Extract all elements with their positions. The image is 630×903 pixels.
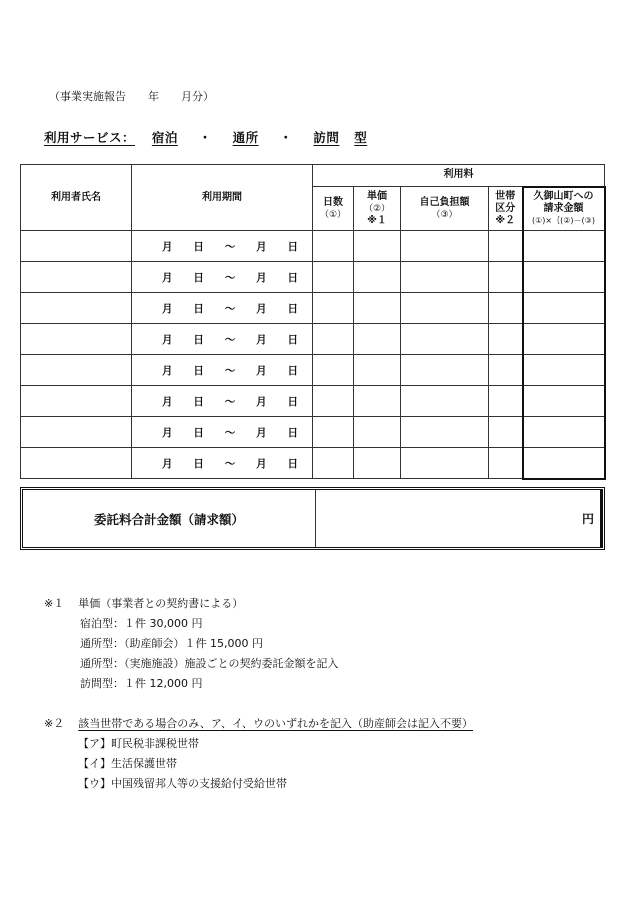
cell-days[interactable] xyxy=(313,324,354,355)
table-row xyxy=(21,417,605,448)
period-token: 月 xyxy=(256,302,267,315)
header-fee-group: 利用料 xyxy=(313,165,605,187)
period-token: 月 xyxy=(256,426,267,439)
cell-household[interactable] xyxy=(489,355,523,386)
note1-mark: ※１ xyxy=(44,597,65,610)
table-row xyxy=(21,324,605,355)
cell-user-name[interactable] xyxy=(21,293,132,324)
period-token: 日 xyxy=(287,302,298,315)
period-token: 月 xyxy=(162,364,173,377)
service-option-stay: 宿泊 xyxy=(151,130,178,145)
period-token: 日 xyxy=(287,457,298,470)
period-token: ～ xyxy=(224,395,236,408)
period-token: 日 xyxy=(193,271,204,284)
note2-line: 【イ】生活保護世帯 xyxy=(78,757,177,770)
table-row xyxy=(21,355,605,386)
cell-days[interactable] xyxy=(313,355,354,386)
cell-period[interactable] xyxy=(132,293,313,324)
cell-period[interactable] xyxy=(132,448,313,479)
cell-household[interactable] xyxy=(489,324,523,355)
cell-self-pay[interactable] xyxy=(401,324,489,355)
period-token: ～ xyxy=(224,426,236,439)
header-self-pay: 自己負担額 （③） xyxy=(401,187,489,231)
cell-claim-amount[interactable] xyxy=(523,448,605,479)
period-token: 月 xyxy=(162,302,173,315)
period-token: ～ xyxy=(224,271,236,284)
header-claim-amount: 久御山町への 請求金額 (①)×｛(②)－(③) xyxy=(523,187,605,231)
period-token: 月 xyxy=(256,395,267,408)
total-amount-field[interactable] xyxy=(316,490,602,547)
cell-days[interactable] xyxy=(313,417,354,448)
period-token: ～ xyxy=(224,302,236,315)
note2-line: 【ウ】中国残留邦人等の支援給付受給世帯 xyxy=(78,777,287,790)
period-token: 日 xyxy=(193,364,204,377)
period-token: 日 xyxy=(287,333,298,346)
cell-household[interactable] xyxy=(489,262,523,293)
cell-self-pay[interactable] xyxy=(401,293,489,324)
cell-user-name[interactable] xyxy=(21,262,132,293)
period-token: 日 xyxy=(193,426,204,439)
note2-block xyxy=(44,714,473,794)
period-token: ～ xyxy=(224,240,236,253)
cell-self-pay[interactable] xyxy=(401,231,489,262)
total-label: 委託料合計金額（請求額） xyxy=(23,490,316,547)
report-period-line: （事業実施報告 年 月分） xyxy=(49,90,214,103)
header-days: 日数 （①） xyxy=(313,187,354,231)
header-period: 利用期間 xyxy=(132,165,313,231)
service-type-line xyxy=(44,128,367,146)
period-token: 月 xyxy=(256,271,267,284)
cell-period[interactable] xyxy=(132,355,313,386)
cell-claim-amount[interactable] xyxy=(523,324,605,355)
period-token: 月 xyxy=(256,240,267,253)
period-token: 月 xyxy=(162,271,173,284)
period-token: 日 xyxy=(287,271,298,284)
service-option-visit: 訪問 xyxy=(313,130,340,145)
yen-unit: 円 xyxy=(581,512,594,526)
cell-days[interactable] xyxy=(313,231,354,262)
cell-unit-price[interactable] xyxy=(354,355,401,386)
period-token: 日 xyxy=(193,333,204,346)
header-user-name: 利用者氏名 xyxy=(21,165,132,231)
period-token: 日 xyxy=(193,302,204,315)
cell-claim-amount[interactable] xyxy=(523,262,605,293)
cell-unit-price[interactable] xyxy=(354,293,401,324)
note2-title: 該当世帯である場合のみ、ア、イ、ウのいずれかを記入（助産師会は記入不要） xyxy=(78,717,474,730)
period-token: 月 xyxy=(256,333,267,346)
note2-mark: ※２ xyxy=(44,717,65,730)
cell-days[interactable] xyxy=(313,386,354,417)
period-token: 月 xyxy=(162,426,173,439)
cell-self-pay[interactable] xyxy=(401,355,489,386)
period-token: ～ xyxy=(224,364,236,377)
cell-period[interactable] xyxy=(132,324,313,355)
period-token: 日 xyxy=(287,395,298,408)
cell-household[interactable] xyxy=(489,417,523,448)
cell-days[interactable] xyxy=(313,448,354,479)
cell-household[interactable] xyxy=(489,293,523,324)
period-token: 月 xyxy=(162,457,173,470)
cell-user-name[interactable] xyxy=(21,355,132,386)
cell-user-name[interactable] xyxy=(21,324,132,355)
usage-table xyxy=(20,164,606,480)
cell-user-name[interactable] xyxy=(21,417,132,448)
cell-user-name[interactable] xyxy=(21,386,132,417)
cell-household[interactable] xyxy=(489,386,523,417)
table-row xyxy=(21,448,605,479)
cell-unit-price[interactable] xyxy=(354,262,401,293)
table-row xyxy=(21,293,605,324)
cell-self-pay[interactable] xyxy=(401,448,489,479)
note1-line: 訪問型：１件 12,000 円 xyxy=(80,677,203,690)
service-label: 利用サービス： xyxy=(44,130,136,145)
period-token: 日 xyxy=(287,240,298,253)
note1-block xyxy=(44,594,339,694)
note1-line: 宿泊型：１件 30,000 円 xyxy=(80,617,203,630)
cell-self-pay[interactable] xyxy=(401,262,489,293)
cell-claim-amount[interactable] xyxy=(523,231,605,262)
cell-unit-price[interactable] xyxy=(354,417,401,448)
period-token: 月 xyxy=(162,395,173,408)
period-token: 日 xyxy=(193,395,204,408)
service-separator: ・ xyxy=(198,130,212,145)
cell-household[interactable] xyxy=(489,448,523,479)
cell-period[interactable] xyxy=(132,417,313,448)
cell-user-name[interactable] xyxy=(21,231,132,262)
cell-self-pay[interactable] xyxy=(401,417,489,448)
period-token: 月 xyxy=(256,364,267,377)
period-token: 日 xyxy=(193,457,204,470)
cell-unit-price[interactable] xyxy=(354,448,401,479)
cell-claim-amount[interactable] xyxy=(523,386,605,417)
table-row xyxy=(21,231,605,262)
note1-title: 単価（事業者との契約書による） xyxy=(78,597,244,610)
cell-period[interactable] xyxy=(132,231,313,262)
period-token: 月 xyxy=(256,457,267,470)
period-token: ～ xyxy=(224,333,236,346)
cell-claim-amount[interactable] xyxy=(523,417,605,448)
cell-claim-amount[interactable] xyxy=(523,293,605,324)
cell-self-pay[interactable] xyxy=(401,386,489,417)
period-token: 月 xyxy=(162,240,173,253)
period-token: 日 xyxy=(193,240,204,253)
total-amount-box xyxy=(20,487,605,550)
period-token: 日 xyxy=(287,364,298,377)
note2-line: 【ア】町民税非課税世帯 xyxy=(78,737,199,750)
cell-unit-price[interactable] xyxy=(354,324,401,355)
note1-line: 通所型：（助産師会）１件 15,000 円 xyxy=(80,637,263,650)
note1-line: 通所型：（実施施設）施設ごとの契約委託金額を記入 xyxy=(80,657,339,670)
cell-period[interactable] xyxy=(132,262,313,293)
cell-period[interactable] xyxy=(132,386,313,417)
header-household: 世帯 区分 ※２ xyxy=(489,187,523,231)
period-token: 日 xyxy=(287,426,298,439)
cell-unit-price[interactable] xyxy=(354,231,401,262)
service-type-suffix: 型 xyxy=(354,130,368,145)
cell-unit-price[interactable] xyxy=(354,386,401,417)
cell-days[interactable] xyxy=(313,262,354,293)
cell-claim-amount[interactable] xyxy=(523,355,605,386)
period-token: ～ xyxy=(224,457,236,470)
service-separator: ・ xyxy=(279,130,293,145)
cell-days[interactable] xyxy=(313,293,354,324)
cell-user-name[interactable] xyxy=(21,448,132,479)
service-option-daycare: 通所 xyxy=(232,130,259,145)
period-token: 月 xyxy=(162,333,173,346)
table-row xyxy=(21,262,605,293)
cell-household[interactable] xyxy=(489,231,523,262)
header-unit-price: 単価 （②） ※１ xyxy=(354,187,401,231)
table-row xyxy=(21,386,605,417)
